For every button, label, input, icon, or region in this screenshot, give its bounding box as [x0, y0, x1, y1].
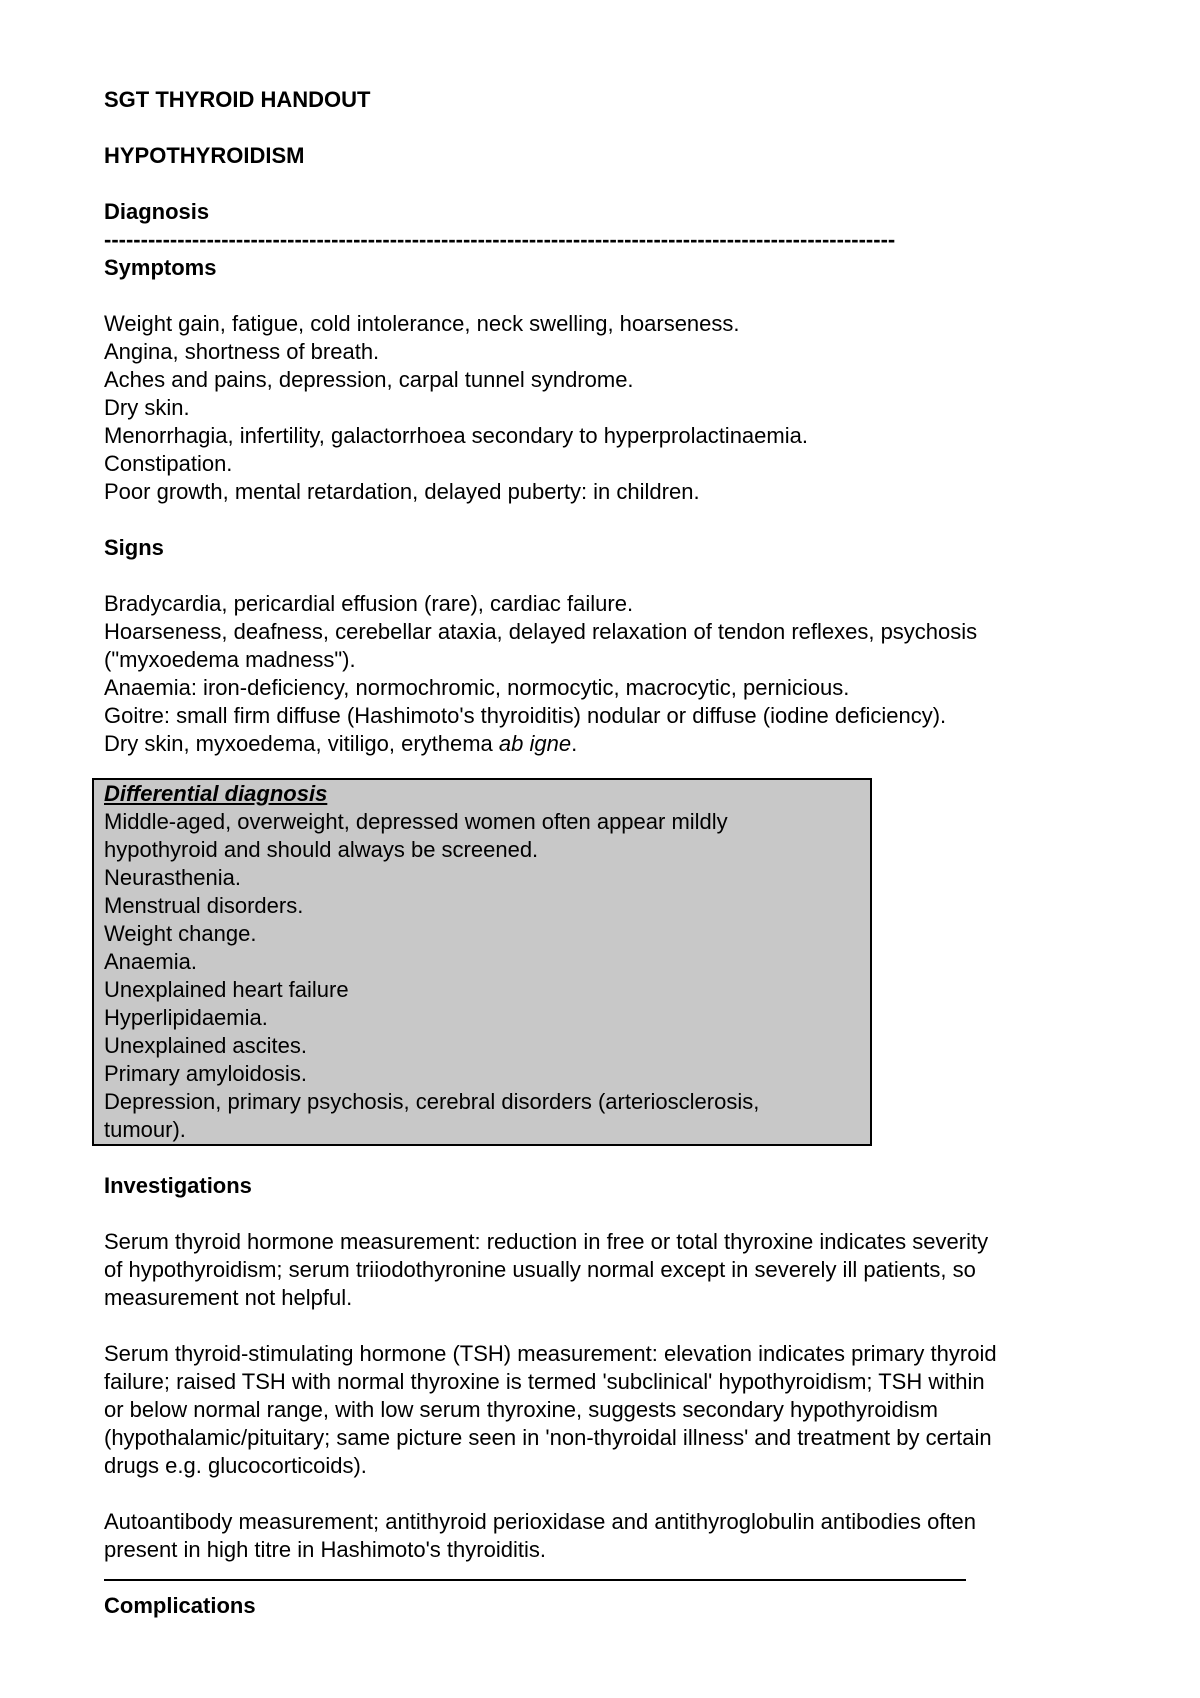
investigation-line: of hypothyroidism; serum triiodothyronine usually normal except in severely ill patients, so [104, 1257, 976, 1282]
investigation-line: failure; raised TSH with normal thyroxine is termed 'subclinical' hypothyroidism; TSH within [104, 1369, 985, 1394]
investigation-line: Serum thyroid hormone measurement: reduction in free or total thyroxine indicates severity [104, 1229, 989, 1254]
investigation-paragraph [104, 1508, 1104, 1564]
investigations-heading: Investigations [104, 1173, 252, 1198]
investigation-line: (hypothalamic/pituitary; same picture seen in 'non-thyroidal illness' and treatment by certain [104, 1425, 992, 1450]
sign-line [104, 730, 1104, 758]
sign-line: Anaemia: iron-deficiency, normochromic, normocytic, macrocytic, pernicious. [104, 675, 850, 700]
document-title: SGT THYROID HANDOUT [104, 87, 371, 112]
spacer [104, 506, 1104, 534]
investigation-line: or below normal range, with low serum thyroxine, suggests secondary hypothyroidism [104, 1397, 938, 1422]
differential-item: Anaemia. [104, 949, 197, 974]
symptom-line: Dry skin. [104, 395, 190, 420]
differential-item: Primary amyloidosis. [104, 1061, 307, 1086]
investigation-line: measurement not helpful. [104, 1285, 353, 1310]
spacer [104, 562, 1104, 590]
spacer [104, 170, 1104, 198]
investigation-line: present in high titre in Hashimoto's thyroiditis. [104, 1537, 546, 1562]
differential-item: Hyperlipidaemia. [104, 1005, 268, 1030]
section-title: HYPOTHYROIDISM [104, 143, 305, 168]
document-page [104, 86, 1104, 1620]
symptoms-list [104, 310, 1104, 506]
investigation-line: Autoantibody measurement; antithyroid perioxidase and antithyroglobulin antibodies often [104, 1509, 977, 1534]
symptom-line: Angina, shortness of breath. [104, 339, 380, 364]
symptom-line: Constipation. [104, 451, 233, 476]
symptom-line: Weight gain, fatigue, cold intolerance, neck swelling, hoarseness. [104, 311, 740, 336]
differential-diagnosis-box [92, 778, 872, 1146]
symptoms-heading: Symptoms [104, 255, 217, 280]
spacer [104, 114, 1104, 142]
signs-heading: Signs [104, 535, 164, 560]
sign-line: Hoarseness, deafness, cerebellar ataxia, delayed relaxation of tendon reflexes, psychosis [104, 619, 978, 644]
sign-text: Dry skin, myxoedema, vitiligo, erythema [104, 731, 499, 756]
symptom-line: Poor growth, mental retardation, delayed puberty: in children. [104, 479, 700, 504]
differential-item: Unexplained heart failure [104, 977, 349, 1002]
signs-list [104, 590, 1104, 758]
investigation-paragraph [104, 1228, 1104, 1312]
symptom-line: Aches and pains, depression, carpal tunnel syndrome. [104, 367, 634, 392]
differential-item: Middle-aged, overweight, depressed women often appear mildly [104, 809, 728, 834]
spacer [104, 1312, 1104, 1340]
symptom-line: Menorrhagia, infertility, galactorrhoea secondary to hyperprolactinaemia. [104, 423, 808, 448]
sign-line: ("myxoedema madness"). [104, 647, 356, 672]
investigation-line: Serum thyroid-stimulating hormone (TSH) measurement: elevation indicates primary thyroid [104, 1341, 997, 1366]
spacer [104, 1200, 1104, 1228]
investigation-paragraph [104, 1340, 1104, 1480]
sign-line: Goitre: small firm diffuse (Hashimoto's thyroiditis) nodular or diffuse (iodine deficiency). [104, 703, 947, 728]
investigation-line: drugs e.g. glucocorticoids). [104, 1453, 367, 1478]
differential-diagnosis-title: Differential diagnosis [104, 781, 328, 806]
differential-item: Menstrual disorders. [104, 893, 304, 918]
sign-line: Bradycardia, pericardial effusion (rare), cardiac failure. [104, 591, 634, 616]
diagnosis-heading: Diagnosis [104, 199, 210, 224]
sign-text: . [571, 731, 578, 756]
differential-item: Unexplained ascites. [104, 1033, 308, 1058]
solid-divider [104, 1564, 966, 1592]
spacer [104, 1480, 1104, 1508]
differential-item: Neurasthenia. [104, 865, 241, 890]
sign-text-italic: ab igne [498, 731, 572, 756]
differential-item: Weight change. [104, 921, 257, 946]
differential-item: tumour). [104, 1117, 186, 1142]
spacer [104, 758, 1104, 778]
differential-item: hypothyroid and should always be screened. [104, 837, 539, 862]
spacer [104, 1146, 1104, 1172]
differential-item: Depression, primary psychosis, cerebral disorders (arteriosclerosis, [104, 1089, 760, 1114]
spacer [104, 282, 1104, 310]
complications-heading: Complications [104, 1593, 256, 1618]
dashed-divider: ------------------------------------------------------------------------------------------------------------ [104, 227, 896, 252]
